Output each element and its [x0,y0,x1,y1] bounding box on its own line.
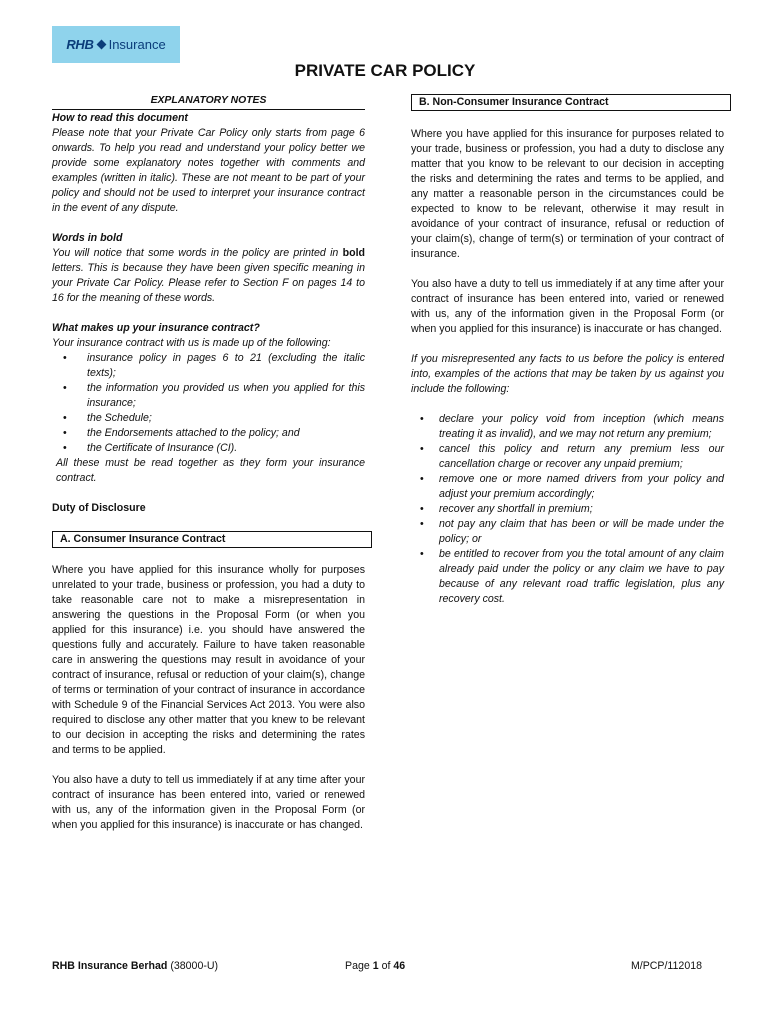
contract-makeup-list [52,351,365,456]
bullet-icon: • [63,382,67,394]
footer-document-code: M/PCP/112018 [630,960,702,972]
footer-company: RHB Insurance Berhad (38000-U) [52,960,219,972]
list-item: • the Certificate of Insurance (CI). [63,442,238,454]
misrepresentation-actions-list [411,412,724,607]
how-to-read-heading: How to read this document [52,112,188,124]
how-to-read-body: Please note that your Private Car Policy only starts from page 6 onwards. To help you read and understand your policy better we provide some explanatory notes together with comments and examples (written in italic). These are not meant to be part of your policy and should not be used to interpret your insurance contract in the event of any dispute. [52,127,365,214]
explanatory-notes-heading: EXPLANATORY NOTES [52,93,365,110]
list-item: • cancel this policy and return any premium less our cancellation charge or recover any unpaid premium; [420,443,724,470]
page-title: PRIVATE CAR POLICY [294,61,476,80]
left-column [52,93,365,833]
bold-body-part-2: letters. This is because they have been given specific meaning in your Private Car Policy. Please refer to Section F on pages 14 to 16 for the meaning of these words. [52,262,365,304]
list-item: • recover any shortfall in premium; [420,503,593,515]
bold-word: bold [342,247,365,259]
contract-makeup-outro: All these must be read together as they form your insurance contract. [56,457,365,484]
bullet-icon: • [420,443,424,455]
duty-of-disclosure-heading: Duty of Disclosure [52,502,146,514]
rhb-insurance-logo [52,26,180,63]
non-consumer-para-1: Where you have applied for this insurance for purposes related to your trade, business or profession, you had a duty to disclose any matter that you know to be relevant to our decision in accepting the risks and determining the rates and terms to be applied, and any matter a reasonable person in the circumstances could be expected to know to be relevant, otherwise it may result in avoidance of your contract of insurance, refusal or reduction of your claim(s), change of term(s) or termination of your contract of insurance. [411,128,724,260]
bullet-icon: • [420,413,424,425]
list-item: • declare your policy void from inception (which means treating it as invalid), and we may not return any premium; [420,413,724,440]
page-footer [52,959,702,974]
list-item: • the information you provided us when you applied for this insurance; [63,382,365,409]
list-item: • remove one or more named drivers from your policy and adjust your premium accordingly; [420,473,724,500]
words-in-bold-body [52,246,365,306]
contract-makeup-intro: Your insurance contract with us is made up of the following: [52,337,331,349]
logo-word: Insurance [108,37,166,52]
bullet-icon: • [63,412,67,424]
words-in-bold-heading: Words in bold [52,232,123,244]
list-item: • the Endorsements attached to the policy; and [63,427,300,439]
non-consumer-contract-box-heading: B. Non-Consumer Insurance Contract [411,94,731,111]
list-item: • insurance policy in pages 6 to 21 (excluding the italic texts); [63,352,365,379]
right-column [411,93,724,607]
bullet-icon: • [420,548,424,560]
footer-page-number: Page 1 of 46 [345,960,406,972]
non-consumer-para-2: You also have a duty to tell us immediately if at any time after your contract of insurance has been entered into, varied or renewed with us, any of the information given in the Proposal Form (or when you applied for this insurance) is inaccurate or has changed. [411,278,724,335]
bullet-icon: • [420,518,424,530]
consumer-contract-box-heading: A. Consumer Insurance Contract [52,531,372,548]
consumer-contract-para-2: You also have a duty to tell us immediately if at any time after your contract of insurance has been entered into, varied or renewed with us, any of the information given in the Proposal Form (or when you applied for this insurance) is inaccurate or has changed. [52,774,365,831]
list-item: • the Schedule; [63,412,152,424]
list-item: • not pay any claim that has been or will be made under the policy; or [420,518,724,545]
contract-makeup-heading: What makes up your insurance contract? [52,322,260,334]
bullet-icon: • [420,503,424,515]
bullet-icon: • [63,427,67,439]
list-item: • be entitled to recover from you the total amount of any claim already paid under the policy or any claim we have to pay because of any relevant road traffic legislation, plus any recovery cost. [420,548,724,605]
consumer-contract-para-1: Where you have applied for this insurance wholly for purposes unrelated to your trade, business or profession, you had a duty to take reasonable care not to make a misrepresentation in answering the questions in the Proposal Form (or when you applied for this insurance) i.e. you should have answered the questions fully and accurately. Failure to have taken reasonable care in answering the questions may result in avoidance of your contract of insurance, refusal or reduction of your claim(s), change of terms or termination of your contract of insurance in accordance with Schedule 9 of the Financial Services Act 2013. You were also required to disclose any other matter that you knew to be relevant to our decision in accepting the risks and determining the rates and terms to be applied. [52,564,365,756]
bullet-icon: • [63,352,67,364]
logo-diamond-icon [96,40,106,50]
bullet-icon: • [63,442,67,454]
bold-body-part-1: You will notice that some words in the policy are printed in [52,247,339,259]
logo-brand: RHB [66,37,94,52]
bullet-icon: • [420,473,424,485]
non-consumer-para-3: If you misrepresented any facts to us before the policy is entered into, examples of the actions that may be taken by us against you include the following: [411,353,724,395]
